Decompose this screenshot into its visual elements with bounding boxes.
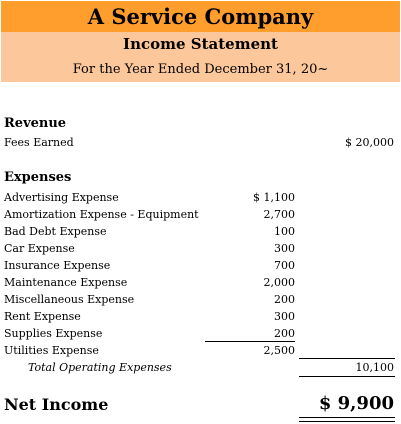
statement-period: For the Year Ended December 31, 20~ (1, 57, 400, 82)
company-name: A Service Company (1, 1, 400, 32)
net-income-amount: $ 9,900 (318, 393, 394, 414)
expense-amount: 2,000 (263, 276, 295, 289)
revenue-heading: Revenue (4, 116, 67, 131)
net-income-double-rule (299, 417, 395, 422)
expense-amount: 200 (274, 327, 295, 340)
expense-label: Rent Expense (4, 310, 81, 323)
expense-amount: 300 (274, 242, 295, 255)
total-expenses-amount: 10,100 (355, 361, 394, 374)
revenue-item-label: Fees Earned (4, 136, 74, 149)
expense-label: Car Expense (4, 242, 75, 255)
expense-amount: $ 1,100 (253, 191, 295, 204)
expense-label: Miscellaneous Expense (4, 293, 135, 306)
expense-label: Maintenance Expense (4, 276, 128, 289)
statement-title: Income Statement (1, 32, 400, 57)
expense-amount: 300 (274, 310, 295, 323)
expense-amount: 200 (274, 293, 295, 306)
expense-label: Insurance Expense (4, 259, 111, 272)
expense-label: Utilities Expense (4, 344, 99, 357)
expense-amount: 700 (274, 259, 295, 272)
revenue-item-amount: $ 20,000 (345, 136, 394, 149)
expense-label: Supplies Expense (4, 327, 103, 340)
net-income-label: Net Income (4, 395, 109, 414)
expenses-heading: Expenses (4, 170, 72, 185)
total-expenses-label: Total Operating Expenses (28, 361, 172, 374)
expense-label: Advertising Expense (4, 191, 119, 204)
expense-amount: 100 (274, 225, 295, 238)
expense-amount: 2,700 (263, 208, 295, 221)
expense-amount: 2,500 (263, 344, 295, 357)
expense-label: Amortization Expense - Equipment (4, 208, 199, 221)
expense-label: Bad Debt Expense (4, 225, 107, 238)
net-income-rule (299, 376, 395, 377)
